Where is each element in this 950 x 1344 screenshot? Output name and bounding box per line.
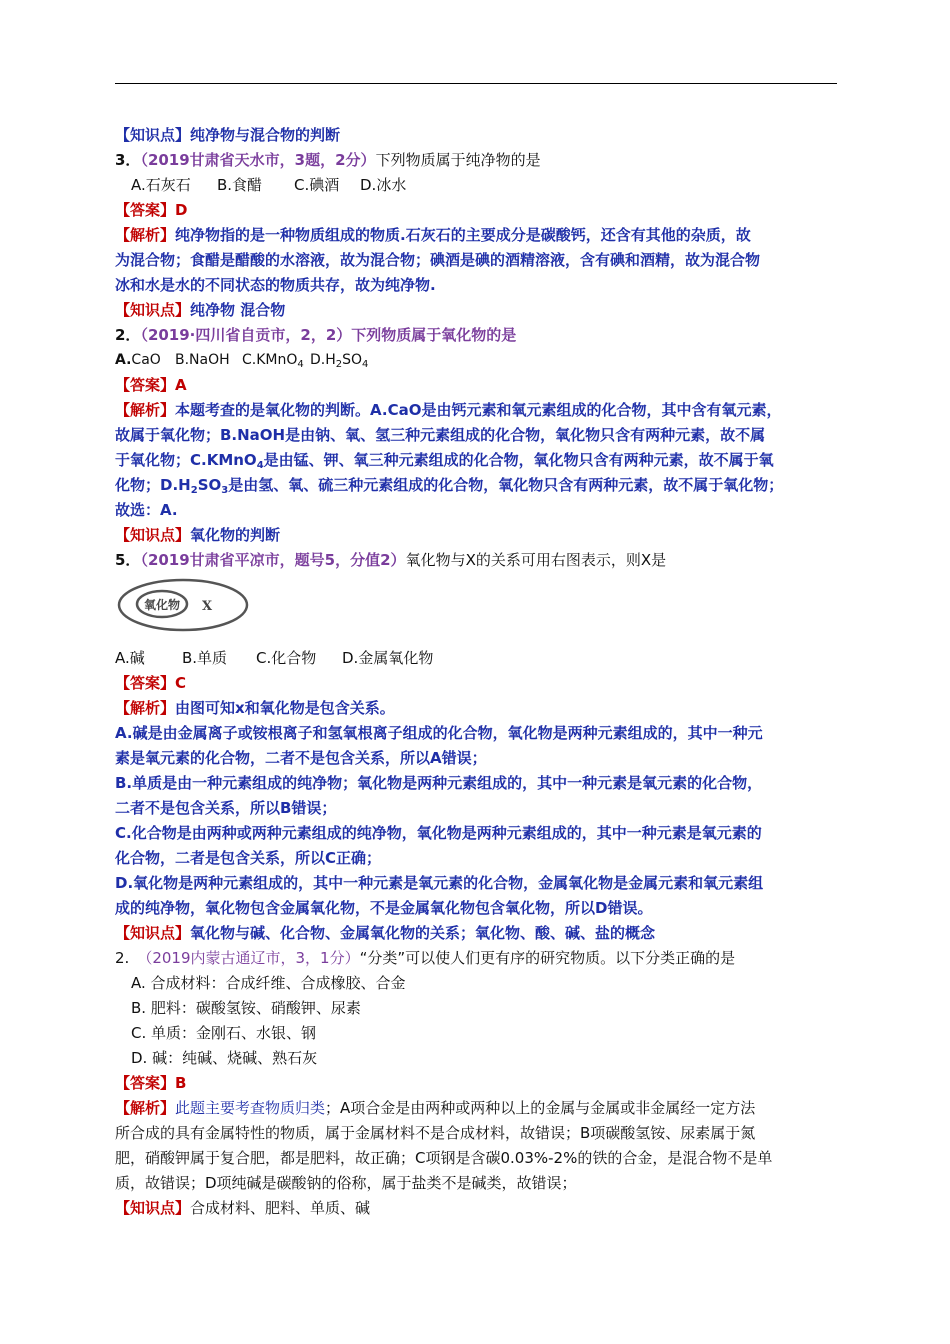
explanation-tag: 【解析】	[115, 226, 176, 244]
header-rule	[115, 83, 837, 84]
option-a: A.石灰石	[131, 176, 191, 194]
option-a: A.碱	[115, 649, 145, 667]
question-source: （2019内蒙古通辽市，3，1分）	[137, 949, 360, 967]
explanation-line	[115, 398, 839, 423]
explanation-line: D.氧化物是两种元素组成的，其中一种元素是氧元素的化合物，金属氧化物是金属元素和氧元素组	[115, 874, 764, 892]
explanation-line: 化合物，二者是包含关系，所以C正确；	[115, 849, 382, 867]
oxide-relation-figure	[115, 575, 839, 635]
option-b: B.NaOH	[175, 352, 230, 368]
answer-tag: 【答案】	[115, 674, 176, 692]
explanation-line: 于氧化物；C.KMnO$_4$是由锰、钾、氧三种元素组成的化合物，氧化物只含有两种元素，故不属于氧	[115, 451, 774, 471]
option-b: B.食醋	[217, 176, 263, 194]
knowledge-point-text: 合成材料、肥料、单质、碱	[190, 1199, 371, 1217]
inner-label: 氧化物	[143, 598, 181, 612]
option-d: $D.H_2SO_4$	[310, 352, 369, 370]
question-number: 2．	[115, 326, 141, 344]
question-text: （2019·四川省自贡市，2，2）下列物质属于氧化物的是	[140, 326, 517, 344]
option-a: A. 合成材料：合成纤维、合成橡胶、合金	[131, 974, 406, 992]
explanation-line: 故选：A.	[115, 501, 178, 519]
question-2-options	[115, 348, 839, 373]
outer-label: X	[201, 599, 213, 614]
explanation-tag: 【解析】	[115, 1099, 176, 1117]
question-3-options	[115, 173, 839, 198]
answer-line	[115, 373, 839, 398]
option-c: C.KMnO$_4$	[242, 352, 304, 370]
answer-tag: 【答案】	[115, 1074, 176, 1092]
explanation-line: 素是氧元素的化合物，二者不是包含关系，所以A错误；	[115, 749, 487, 767]
knowledge-point-tag: 【知识点】	[115, 526, 191, 544]
question-text: “分类”可以使人们更有序的研究物质。以下分类正确的是	[359, 949, 736, 967]
option-b: B. 肥料：碳酸氢铵、硝酸钾、尿素	[131, 999, 361, 1017]
explanation-line: 冰和水是水的不同状态的物质共存，故为纯净物.	[115, 276, 436, 294]
explanation-line: 化物；$D.H_2SO_3$是由氢、氧、硫三种元素组成的化合物，氧化物只含有两种元素，故不属于氧化物；	[115, 476, 784, 496]
answer-value: C	[175, 674, 187, 692]
option-c: C. 单质：金刚石、水银、钢	[131, 1024, 317, 1042]
option-d: D. 碱：纯碱、烧碱、熟石灰	[131, 1049, 318, 1067]
explanation-line: A.碱是由金属离子或铵根离子和氢氧根离子组成的化合物，氧化物是两种元素组成的，其中一种元	[115, 724, 763, 742]
explanation-line: B.单质是由一种元素组成的纯净物；氧化物是两种元素组成的，其中一种元素是氧元素的化合物，	[115, 774, 763, 792]
option-c: C.碘酒	[294, 176, 340, 194]
option-d: D.金属氧化物	[342, 649, 434, 667]
knowledge-point-tag: 【知识点】	[115, 301, 191, 319]
knowledge-point-line	[115, 298, 839, 323]
option-c: C.化合物	[256, 649, 317, 667]
explanation-line	[115, 1096, 839, 1121]
answer-line	[115, 1071, 839, 1096]
question-text: 氧化物与X的关系可用右图表示，则X是	[405, 551, 667, 569]
explanation-line: 成的纯净物，氧化物包含金属氧化物，不是金属氧化物包含氧化物，所以D错误。	[115, 899, 653, 917]
answer-line	[115, 198, 839, 223]
knowledge-point-line	[115, 1196, 839, 1221]
knowledge-point-line	[115, 921, 839, 946]
knowledge-point-text: 氧化物的判断	[190, 526, 281, 544]
nested-ellipse-diagram	[115, 575, 255, 635]
explanation-line: 肥，硝酸钾属于复合肥，都是肥料，故正确；C项钢是含碳0.03%-2%的铁的合金，是混合物不是单	[115, 1149, 773, 1167]
question-source: （2019甘肃省天水市，3题，2分）	[140, 151, 376, 169]
question-number: 3．	[115, 151, 141, 169]
explanation-text: 本题考查的是氧化物的判断。A.CaO是由钙元素和氧元素组成的化合物，其中含有氧元素，	[175, 401, 782, 419]
explanation-line	[115, 696, 839, 721]
explanation-tag: 【解析】	[115, 401, 176, 419]
knowledge-point-line: 【知识点】纯净物与混合物的判断	[115, 126, 341, 144]
answer-value: B	[175, 1074, 187, 1092]
document-body	[115, 123, 839, 1221]
explanation-lead: 此题主要考查物质归类	[175, 1099, 326, 1117]
explanation-line: 所合成的具有金属特性的物质，属于金属材料不是合成材料，故错误；B项碳酸氢铵、尿素属于氮	[115, 1124, 756, 1142]
answer-line	[115, 671, 839, 696]
knowledge-point-text: 氧化物与碱、化合物、金属氧化物的关系；氧化物、酸、碱、盐的概念	[190, 924, 656, 942]
question-number: 5．	[115, 551, 141, 569]
answer-value: D	[175, 201, 188, 219]
question-number: 2.	[115, 949, 130, 967]
answer-tag: 【答案】	[115, 201, 176, 219]
explanation-text: 纯净物指的是一种物质组成的物质.石灰石的主要成分是碳酸钙，还含有其他的杂质，故	[175, 226, 751, 244]
explanation-line: 故属于氧化物；B.NaOH是由钠、氧、氢三种元素组成的化合物，氧化物只含有两种元素，故不属	[115, 426, 766, 444]
explanation-line: 质，故错误；D项纯碱是碳酸钠的俗称，属于盐类不是碱类，故错误；	[115, 1174, 577, 1192]
answer-value: A	[175, 376, 187, 394]
answer-tag: 【答案】	[115, 376, 176, 394]
explanation-line: C.化合物是由两种或两种元素组成的纯净物，氧化物是两种元素组成的，其中一种元素是氧元素的	[115, 824, 762, 842]
question-5-stem	[115, 548, 839, 573]
explanation-line	[115, 223, 839, 248]
knowledge-point-text: 纯净物 混合物	[190, 301, 286, 319]
knowledge-point-tag: 【知识点】	[115, 1199, 191, 1217]
knowledge-point-line	[115, 523, 839, 548]
knowledge-point-tag: 【知识点】	[115, 924, 191, 942]
explanation-line: 二者不是包含关系，所以B错误；	[115, 799, 337, 817]
question-2-stem	[115, 323, 839, 348]
explanation-tag: 【解析】	[115, 699, 176, 717]
option-b: B.单质	[182, 649, 228, 667]
option-a: A.CaO	[115, 352, 161, 368]
question-2b-stem	[115, 946, 839, 971]
question-5-options	[115, 646, 839, 671]
question-text: 下列物质属于纯净物的是	[375, 151, 541, 169]
option-d: D.冰水	[360, 176, 407, 194]
explanation-line: 为混合物；食醋是醋酸的水溶液，故为混合物；碘酒是碘的酒精溶液，含有碘和酒精，故为混合物	[115, 251, 761, 269]
explanation-text: 由图可知x和氧化物是包含关系。	[175, 699, 395, 717]
explanation-text: ；A项合金是由两种或两种以上的金属与金属或非金属经一定方法	[325, 1099, 756, 1117]
question-3-stem	[115, 148, 839, 173]
question-source: （2019甘肃省平凉市，题号5，分值2）	[140, 551, 406, 569]
